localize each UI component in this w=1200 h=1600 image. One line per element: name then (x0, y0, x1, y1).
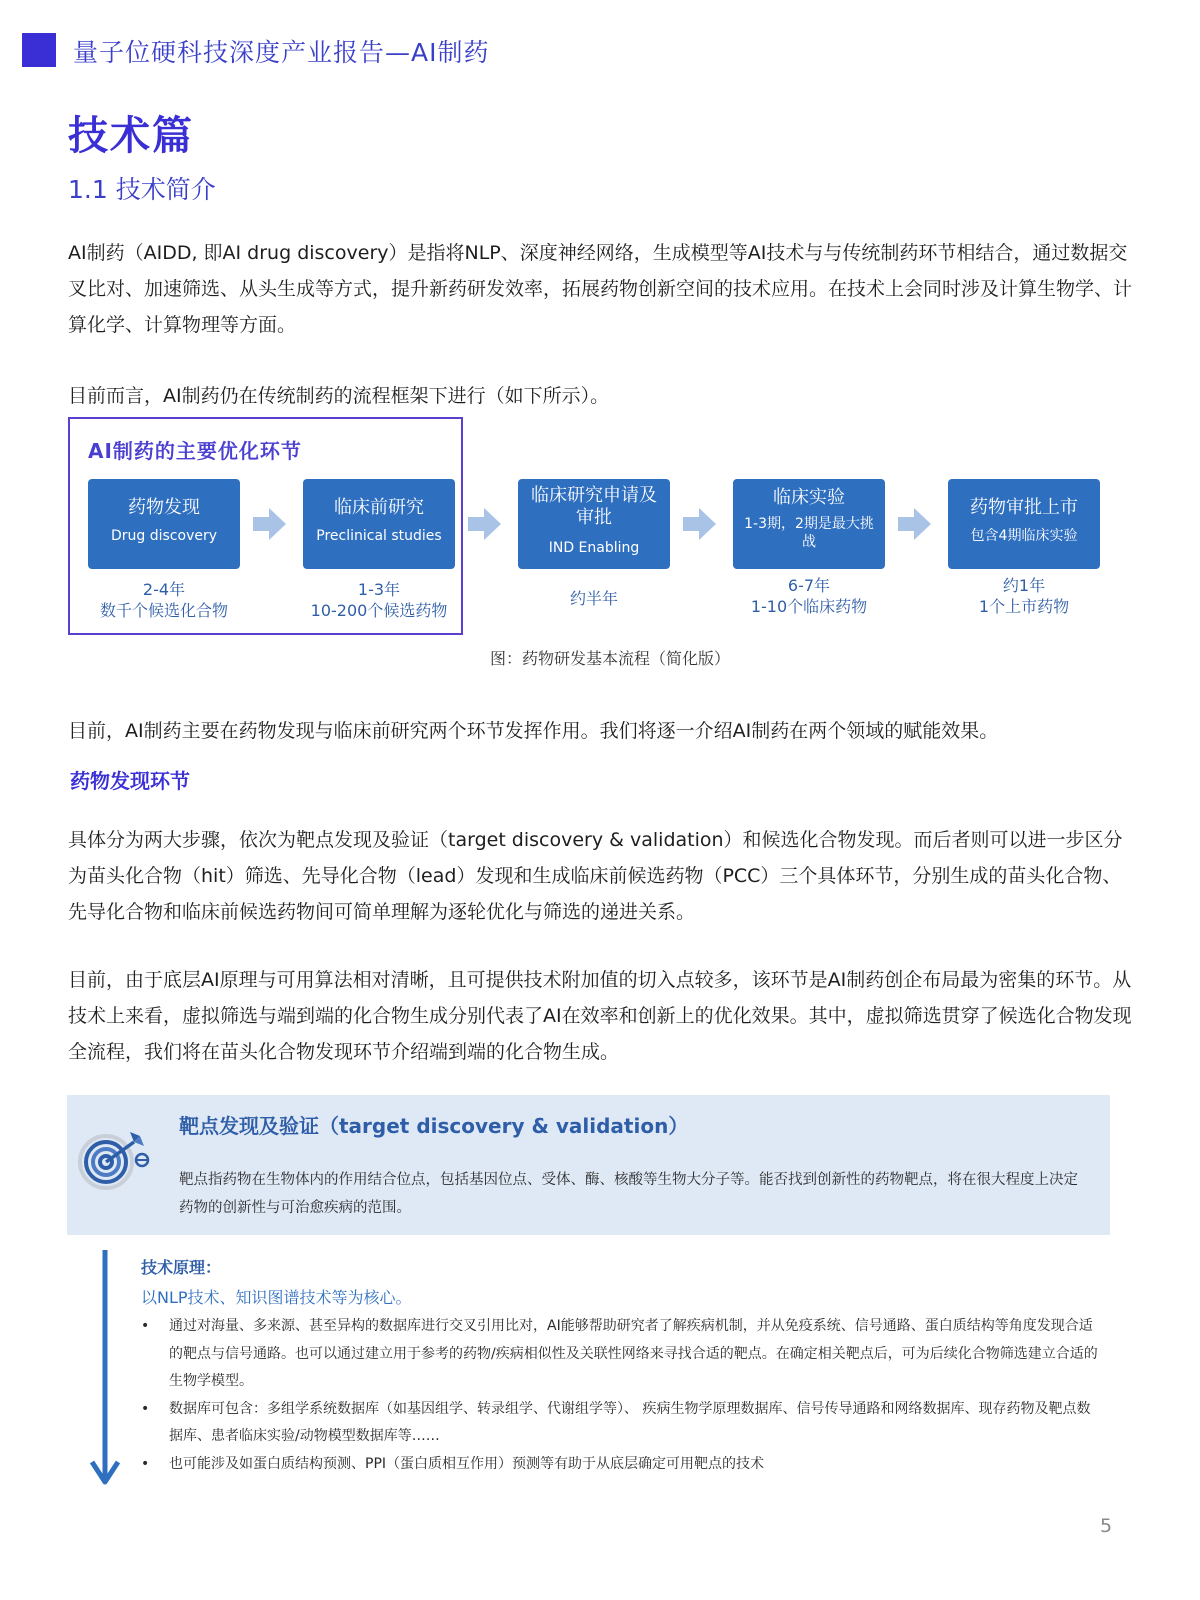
ai-optimization-frame-title: AI制药的主要优化环节 (88, 439, 302, 463)
stage-ind (518, 479, 670, 569)
flow-arrow-icon (898, 507, 932, 541)
stage-title: 药物审批上市 (970, 497, 1078, 518)
virtual-screening-paragraph: 目前，由于底层AI原理与可用算法相对清晰，且可提供技术附加值的切入点较多，该环节是AI制药创企布局最为密集的环节。从技术上来看，虚拟筛选与端到端的化合物生成分别代表了AI在效率和创新上的优化效果。其中，虚拟筛选贯穿了候选化合物发现全流程，我们将在苗头化合物发现环节介绍端到端的化合物生成。 (68, 969, 1132, 1063)
flow-arrow-icon (468, 507, 502, 541)
stage-note-count: 数千个候选化合物 (99, 601, 228, 620)
stage-subtitle: Preclinical studies (316, 528, 442, 544)
steps-paragraph: 具体分为两大步骤，依次为靶点发现及验证（target discovery & validation）和候选化合物发现。而后者则可以进一步区分为苗头化合物（hit）筛选、先导化合物（lead）发现和生成临床前候选药物（PCC）三个具体环节，分别生成的苗头化合物、先导化合物和临床前候选药物间可简单理解为逐轮优化与筛选的递进关系。 (68, 829, 1123, 923)
target-discovery-text: 靶点指药物在生物体内的作用结合位点，包括基因位点、受体、酶、核酸等生物大分子等。能否找到创新性的药物靶点，将在很大程度上决定药物的创新性与可治愈疾病的范围。 (179, 1172, 1078, 1216)
stage-drug-discovery (88, 479, 240, 569)
stage-note-duration: 约1年 (1002, 576, 1046, 595)
stage-note-count: 1个上市药物 (978, 597, 1070, 616)
list-item: • 通过对海量、多来源、甚至异构的数据库进行交叉引用比对，AI能够帮助研究者了解疾病机制，并从免疫系统、信号通路、蛋白质结构等角度发现合适的靶点与信号通路。也可以通过建立用于参考的药物/疾病相似性及关联性网络来寻找合适的靶点。在确定相关靶点后，可为后续化合物筛选建立合适的生物学模型。 (141, 1313, 1101, 1396)
stage-note-duration: 约半年 (569, 589, 618, 608)
target-discovery-title: 靶点发现及验证（target discovery & validation） (179, 1114, 689, 1138)
section-title: 技术篇 (68, 113, 194, 159)
flow-arrow-icon (253, 507, 287, 541)
stage-note-duration: 2-4年 (142, 580, 186, 599)
stage-clinical-trials (733, 479, 885, 569)
stage-note (719, 575, 899, 617)
stage-note (289, 579, 469, 621)
flow-arrow-icon (683, 507, 717, 541)
drug-discovery-subheading: 药物发现环节 (70, 769, 190, 793)
stage-title: 药物发现 (128, 497, 200, 518)
stage-approval (948, 479, 1100, 569)
list-item: • 也可能涉及如蛋白质结构预测、PPI（蛋白质相互作用）预测等有助于从底层确定可用靶点的技术 (141, 1451, 1101, 1479)
stage-note-duration: 1-3年 (357, 580, 401, 599)
list-item: • 数据库可包含：多组学系统数据库（如基因组学、转录组学、代谢组学等）、 疾病生物学原理数据库、信号传导通路和网络数据库、现存药物及靶点数据库、患者临床实验/动物模型数据库等…… (141, 1396, 1101, 1451)
stage-preclinical (303, 479, 455, 569)
ai-role-paragraph: 目前，AI制药主要在药物发现与临床前研究两个环节发挥作用。我们将逐一介绍AI制药在两个领域的赋能效果。 (68, 720, 999, 742)
tech-principle-label: 技术原理： (141, 1258, 222, 1277)
stage-note (504, 588, 684, 609)
stage-subtitle: Drug discovery (110, 528, 218, 544)
stage-title: 临床前研究 (334, 497, 424, 518)
stage-note-count: 1-10个临床药物 (750, 597, 868, 616)
report-header-title: 量子位硬科技深度产业报告—AI制药 (73, 38, 490, 67)
figure-caption: 图：药物研发基本流程（简化版） (489, 649, 730, 668)
stage-note (74, 579, 254, 621)
stage-subtitle: 包含4期临床实验 (970, 528, 1078, 544)
stage-note (934, 575, 1114, 617)
flow-intro-paragraph: 目前而言，AI制药仍在传统制药的流程框架下进行（如下所示）。 (68, 385, 610, 407)
target-icon (76, 1128, 152, 1192)
intro-paragraph: AI制药（AIDD, 即AI drug discovery）是指将NLP、深度神经网络，生成模型等AI技术与与传统制药环节相结合，通过数据交叉比对、加速筛选、从头生成等方式，提升新药研发效率，拓展药物创新空间的技术应用。在技术上会同时涉及计算生物学、计算化学、计算物理等方面。 (68, 242, 1133, 336)
down-arrow-icon (88, 1248, 122, 1488)
stage-title: 临床实验 (773, 487, 845, 508)
page-number: 5 (1100, 1515, 1113, 1537)
stage-note-duration: 6-7年 (787, 576, 831, 595)
stage-note-count: 10-200个候选药物 (310, 601, 448, 620)
stage-title: 临床研究申请及审批 (531, 485, 657, 528)
tech-principle-core: 以NLP技术、知识图谱技术等为核心。 (141, 1288, 412, 1307)
stage-subtitle: IND Enabling (548, 540, 640, 556)
header-logo-square (22, 33, 56, 67)
tech-bullet-list (141, 1313, 1101, 1478)
subsection-title: 1.1 技术简介 (68, 175, 216, 204)
stage-subtitle: 1-3期，2期是最大挑战 (744, 516, 874, 550)
